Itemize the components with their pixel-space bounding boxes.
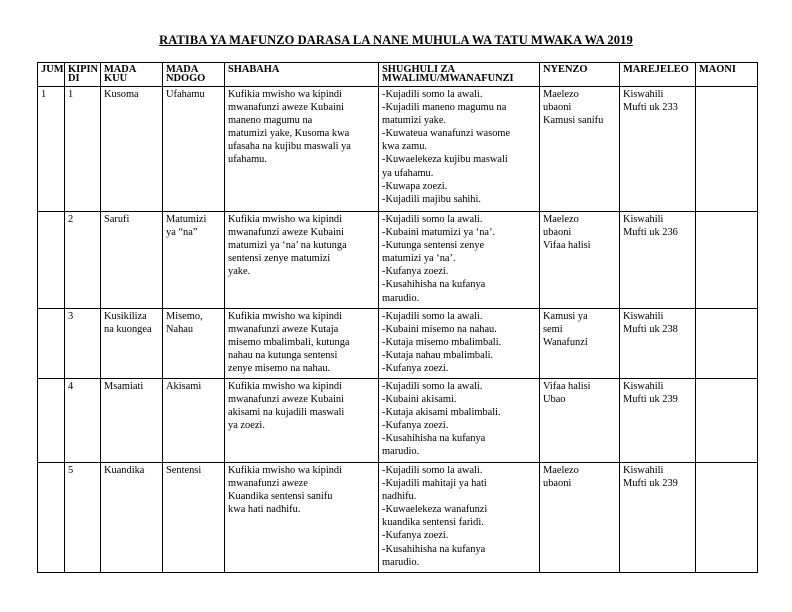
- cell-text-line: -Kusahihisha na kufanya: [382, 433, 486, 445]
- cell-text-line: -Kutaja nahau mbalimbali.: [382, 350, 494, 362]
- cell-mada-ndogo: [163, 87, 225, 212]
- cell-shughuli: [379, 309, 540, 379]
- cell-text-line: -Kuwaelekeza kujibu maswali: [382, 154, 508, 166]
- cell-mada-kuu: [101, 87, 163, 212]
- cell-text-line: Kufikia mwisho wa kipindi: [228, 381, 342, 392]
- cell-text-line: nadhifu.: [382, 491, 417, 503]
- cell-text-line: marudio.: [382, 292, 420, 304]
- cell-text: 5: [68, 465, 74, 476]
- cell-text-line: ubaoni: [543, 102, 572, 114]
- cell-text-line: Kusoma: [104, 89, 139, 100]
- cell-text-line: -Kuwapa zoezi.: [382, 180, 448, 192]
- cell-text-line: marudio.: [382, 446, 420, 458]
- cell-text-line: Kufikia mwisho wa kipindi: [228, 214, 342, 225]
- cell-text-line: ubaoni: [543, 227, 572, 239]
- cell-text-line: Kiswahili: [623, 381, 664, 392]
- cell-text-line: Kiswahili: [623, 89, 664, 100]
- cell-text-line: -Kufanya zoezi.: [382, 363, 449, 375]
- header-mada-kuu: MADA KUU: [101, 63, 163, 87]
- cell-text: 1: [68, 89, 74, 100]
- cell-text-line: Kamusi ya: [543, 311, 588, 322]
- cell-kipindi: [65, 463, 101, 573]
- cell-shughuli: [379, 379, 540, 463]
- cell-text-line: Kusikiliza: [104, 311, 147, 322]
- cell-text-line: Mufti uk 239: [623, 394, 678, 406]
- cell-text-line: Kuandika sentensi sanifu: [228, 491, 333, 503]
- cell-shabaha: [225, 87, 379, 212]
- cell-mada-kuu: [101, 212, 163, 309]
- cell-maoni: [696, 309, 758, 379]
- cell-text-line: semi: [543, 324, 563, 336]
- cell-text-line: mwanafunzi aweze Kubaini: [228, 394, 344, 406]
- header-nyenzo: NYENZO: [540, 63, 620, 87]
- cell-text-line: mwanafunzi aweze Kubaini: [228, 227, 344, 239]
- cell-jum: [38, 463, 65, 573]
- cell-text-line: mwanafunzi aweze Kubaini: [228, 102, 344, 114]
- cell-text-line: kwa zamu.: [382, 141, 428, 153]
- cell-text-line: -Kuwateua wanafunzi wasome: [382, 128, 511, 140]
- cell-text-line: ya “na”: [166, 227, 198, 239]
- cell-shabaha: [225, 379, 379, 463]
- cell-text: 3: [68, 311, 74, 322]
- cell-text-line: Maelezo: [543, 214, 579, 225]
- cell-text-line: Vifaa halisi: [543, 240, 591, 252]
- document-title: RATIBA YA MAFUNZO DARASA LA NANE MUHULA WA TATU MWAKA WA 2019: [159, 33, 633, 47]
- cell-shabaha: [225, 212, 379, 309]
- cell-text-line: Kufikia mwisho wa kipindi: [228, 465, 342, 476]
- cell-text-line: maneno magumu na: [228, 115, 313, 127]
- cell-text: 2: [68, 214, 74, 225]
- cell-text-line: ufasaha na kujibu maswali ya: [228, 141, 351, 153]
- header-marejeleo: MAREJELEO: [620, 63, 696, 87]
- cell-text-line: misemo mbalimbali, kutunga: [228, 337, 350, 349]
- cell-text-line: -Kutaja misemo mbalimbali.: [382, 337, 502, 349]
- cell-text-line: zenye misemo na nahau.: [228, 363, 331, 375]
- cell-marejeleo: [620, 212, 696, 309]
- cell-text-line: ya ufahamu.: [382, 167, 434, 179]
- cell-mada-kuu: [101, 379, 163, 463]
- cell-text-line: -Kujadili maneno magumu na: [382, 102, 507, 114]
- cell-text-line: kwa hati nadhifu.: [228, 504, 301, 516]
- cell-text-line: yake.: [228, 266, 251, 278]
- cell-text-line: matumizi ya ‘na’.: [382, 253, 456, 265]
- cell-nyenzo: [540, 309, 620, 379]
- cell-mada-ndogo: [163, 309, 225, 379]
- cell-mada-ndogo: [163, 463, 225, 573]
- cell-kipindi: [65, 379, 101, 463]
- cell-text-line: Misemo,: [166, 311, 203, 322]
- cell-text-line: matumizi yake.: [382, 115, 447, 127]
- cell-text-line: Kamusi sanifu: [543, 115, 604, 127]
- cell-text-line: Wanafunzi: [543, 337, 588, 349]
- header-maoni: MAONI: [696, 63, 758, 87]
- cell-text-line: mwanafunzi aweze Kutaja: [228, 324, 339, 336]
- cell-text-line: -Kubaini misemo na nahau.: [382, 324, 497, 336]
- cell-text-line: Mufti uk 239: [623, 478, 678, 490]
- cell-shughuli: [379, 212, 540, 309]
- lesson-plan-table: [37, 62, 758, 573]
- cell-text-line: -Kutaja akisami mbalimbali.: [382, 407, 501, 419]
- table-row: [38, 309, 758, 379]
- cell-jum: [38, 212, 65, 309]
- cell-text-line: -Kujadili somo la awali.: [382, 89, 483, 100]
- cell-text-line: Maelezo: [543, 89, 579, 100]
- cell-text-line: -Kufanya zoezi.: [382, 530, 449, 542]
- table-row: [38, 379, 758, 463]
- cell-text-line: matumizi ya ‘na’ na kutunga: [228, 240, 347, 252]
- cell-nyenzo: [540, 463, 620, 573]
- cell-nyenzo: [540, 87, 620, 212]
- cell-text-line: Vifaa halisi: [543, 381, 591, 392]
- cell-marejeleo: [620, 87, 696, 212]
- cell-mada-ndogo: [163, 212, 225, 309]
- table-row: [38, 463, 758, 573]
- header-mada-ndogo: MADA NDOGO: [163, 63, 225, 87]
- cell-text-line: -Kujadili somo la awali.: [382, 214, 483, 225]
- cell-text-line: Msamiati: [104, 381, 144, 392]
- cell-text-line: ya zoezi.: [228, 420, 265, 432]
- table-row: [38, 212, 758, 309]
- cell-text: 1: [41, 89, 47, 100]
- cell-text-line: Maelezo: [543, 465, 579, 476]
- lesson-plan-body: [38, 87, 758, 573]
- cell-text-line: nahau na kutunga sentensi: [228, 350, 338, 362]
- header-shabaha: SHABAHA: [225, 63, 379, 87]
- cell-text-line: Mufti uk 233: [623, 102, 678, 114]
- cell-text-line: -Kufanya zoezi.: [382, 420, 449, 432]
- cell-text-line: -Kujadili somo la awali.: [382, 381, 483, 392]
- cell-text-line: -Kusahihisha na kufanya: [382, 543, 486, 555]
- cell-nyenzo: [540, 379, 620, 463]
- cell-text-line: Kiswahili: [623, 311, 664, 322]
- cell-text-line: -Kuwaelekeza wanafunzi: [382, 504, 488, 516]
- cell-jum: [38, 87, 65, 212]
- cell-text-line: matumizi yake, Kusoma kwa: [228, 128, 350, 140]
- header-shughuli: SHUGHULI ZA MWALIMU/MWANAFUNZI: [379, 63, 540, 87]
- header-kipindi: KIPIN DI: [65, 63, 101, 87]
- cell-kipindi: [65, 87, 101, 212]
- cell-shabaha: [225, 463, 379, 573]
- cell-shughuli: [379, 87, 540, 212]
- cell-text-line: -Kujadili somo la awali.: [382, 465, 483, 476]
- cell-text-line: Mufti uk 238: [623, 324, 678, 336]
- cell-marejeleo: [620, 463, 696, 573]
- cell-mada-kuu: [101, 463, 163, 573]
- cell-text-line: sentensi zenye matumizi: [228, 253, 331, 265]
- cell-text-line: -Kutunga sentensi zenye: [382, 240, 485, 252]
- cell-text-line: Sentensi: [166, 465, 202, 476]
- cell-text-line: -Kubaini akisami.: [382, 394, 457, 406]
- cell-nyenzo: [540, 212, 620, 309]
- header-row: [38, 63, 758, 87]
- cell-text-line: ubaoni: [543, 478, 572, 490]
- cell-text-line: Kufikia mwisho wa kipindi: [228, 89, 342, 100]
- cell-text: 4: [68, 381, 74, 392]
- cell-maoni: [696, 379, 758, 463]
- cell-text-line: -Kujadili mahitaji ya hati: [382, 478, 487, 490]
- cell-maoni: [696, 212, 758, 309]
- cell-jum: [38, 379, 65, 463]
- header-jum: JUM: [38, 63, 65, 87]
- table-row: [38, 87, 758, 212]
- cell-text-line: Akisami: [166, 381, 202, 392]
- cell-text-line: -Kufanya zoezi.: [382, 266, 449, 278]
- cell-text-line: Kuandika: [104, 465, 145, 476]
- cell-text-line: Kiswahili: [623, 214, 664, 225]
- cell-text-line: Nahau: [166, 324, 194, 336]
- cell-mada-ndogo: [163, 379, 225, 463]
- cell-kipindi: [65, 309, 101, 379]
- cell-text-line: -Kujadili somo la awali.: [382, 311, 483, 322]
- cell-text-line: -Kubaini matumizi ya ‘na’.: [382, 227, 496, 239]
- cell-text-line: Matumizi: [166, 214, 207, 225]
- cell-maoni: [696, 87, 758, 212]
- cell-text-line: marudio.: [382, 556, 420, 568]
- cell-text-line: ufahamu.: [228, 154, 267, 166]
- cell-maoni: [696, 463, 758, 573]
- cell-jum: [38, 309, 65, 379]
- cell-shabaha: [225, 309, 379, 379]
- cell-text-line: Ufahamu: [166, 89, 205, 100]
- cell-text-line: akisami na kujadili maswali: [228, 407, 345, 419]
- cell-text-line: na kuongea: [104, 324, 152, 336]
- cell-text-line: Mufti uk 236: [623, 227, 678, 239]
- cell-mada-kuu: [101, 309, 163, 379]
- cell-text-line: Ubao: [543, 394, 566, 406]
- cell-text-line: kuandika sentensi faridi.: [382, 517, 484, 529]
- cell-text-line: Kiswahili: [623, 465, 664, 476]
- cell-text-line: mwanafunzi aweze: [228, 478, 308, 490]
- cell-shughuli: [379, 463, 540, 573]
- cell-text-line: Sarufi: [104, 214, 130, 225]
- cell-text-line: Kufikia mwisho wa kipindi: [228, 311, 342, 322]
- cell-text-line: -Kusahihisha na kufanya: [382, 279, 486, 291]
- cell-text-line: -Kujadili majibu sahihi.: [382, 193, 481, 205]
- cell-kipindi: [65, 212, 101, 309]
- cell-marejeleo: [620, 309, 696, 379]
- cell-marejeleo: [620, 379, 696, 463]
